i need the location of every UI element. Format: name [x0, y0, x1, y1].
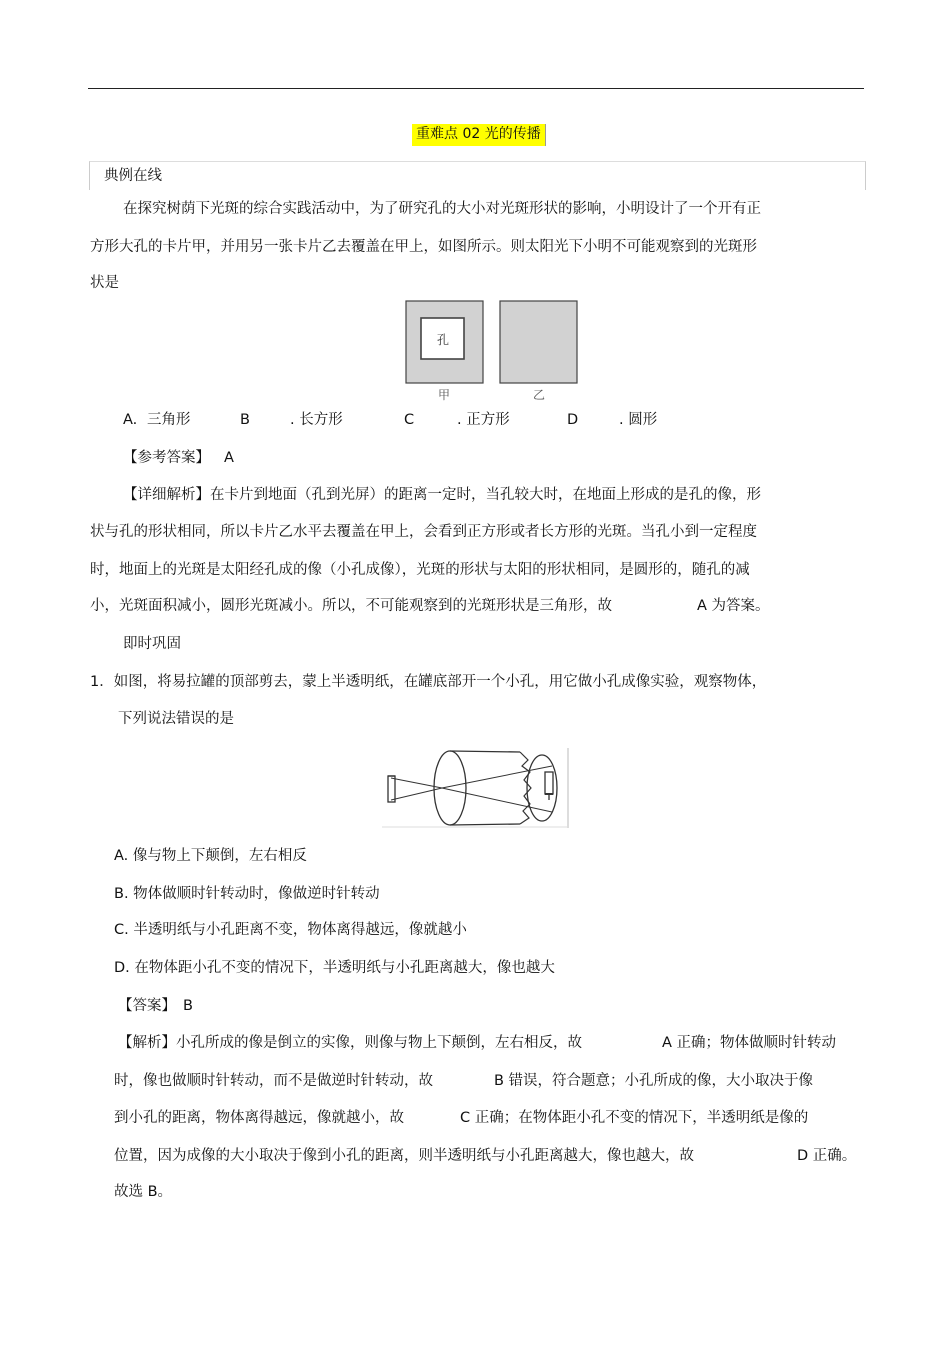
torn-edge	[520, 752, 531, 824]
analysis2-line-1a: 【解析】小孔所成的像是倒立的实像，则像与物上下颠倒，左右相反，故	[118, 1035, 582, 1051]
card-b-label: 乙	[532, 388, 546, 402]
option-b-letter: B	[240, 412, 250, 428]
question2-line-2: 下列说法错误的是	[118, 711, 234, 727]
hole-label: 孔	[436, 333, 450, 347]
option-d-text: . 圆形	[619, 412, 658, 428]
light-ray	[442, 766, 552, 788]
analysis2-line-1b: A 正确；物体做顺时针转动	[662, 1035, 837, 1051]
answer2-value: B	[183, 998, 193, 1014]
light-ray	[442, 788, 552, 812]
reference-answer-value: A	[224, 450, 234, 466]
question-line-3: 状是	[90, 275, 119, 291]
analysis2-line-5: 故选 B。	[114, 1184, 173, 1200]
inverted-image	[545, 772, 553, 794]
section-heading-practice: 即时巩固	[123, 636, 181, 652]
option-b-text: . 长方形	[290, 412, 343, 428]
question-line-2: 方形大孔的卡片甲，并用另一张卡片乙去覆盖在甲上，如图所示。则太阳光下小明不可能观察到的光斑形	[90, 239, 757, 255]
analysis2-line-2a: 时，像也做顺时针转动，而不是做逆时针转动，故	[114, 1073, 433, 1089]
option2-d: D. 在物体距小孔不变的情况下，半透明纸与小孔距离越大，像也越大	[114, 960, 555, 976]
page-title: 重难点 02 光的传播	[412, 124, 546, 146]
analysis-line-3: 时，地面上的光斑是太阳经孔成的像（小孔成像），光斑的形状与太阳的形状相同，是圆形的，随孔的减	[90, 562, 750, 578]
reference-answer-label: 【参考答案】	[123, 450, 210, 466]
option-d-letter: D	[567, 412, 579, 428]
question-line-1: 在探究树荫下光斑的综合实践活动中，为了研究孔的大小对光斑形状的影响，小明设计了一个开有正	[123, 201, 761, 217]
pinhole-camera-figure	[382, 748, 570, 828]
section-heading-example: 典例在线	[104, 168, 162, 184]
can-bottom-ellipse	[434, 751, 466, 825]
analysis2-line-3b: C 正确；在物体距小孔不变的情况下，半透明纸是像的	[460, 1110, 809, 1126]
analysis2-line-4b: D 正确。	[797, 1148, 857, 1164]
answer2-label: 【答案】	[118, 998, 176, 1014]
option-c-letter: C	[404, 412, 415, 428]
analysis-line-4b: A 为答案。	[697, 598, 770, 614]
option2-a: A. 像与物上下颠倒，左右相反	[114, 848, 307, 864]
option-a-letter: A.	[123, 412, 138, 428]
option-a-text: 三角形	[147, 412, 191, 428]
analysis-line-4a: 小，光斑面积减小，圆形光斑减小。所以，不可能观察到的光斑形状是三角形，故	[90, 598, 612, 614]
analysis2-line-4a: 位置，因为成像的大小取决于像到小孔的距离，则半透明纸与小孔距离越大，像也越大，故	[114, 1148, 694, 1164]
analysis2-line-3a: 到小孔的距离，物体离得越远，像就越小，故	[114, 1110, 404, 1126]
analysis-line-2: 状与孔的形状相同，所以卡片乙水平去覆盖在甲上，会看到正方形或者长方形的光斑。当孔小到一定程度	[90, 524, 757, 540]
card-figure	[400, 298, 585, 406]
option2-c: C. 半透明纸与小孔距离不变，物体离得越远，像就越小	[114, 922, 467, 938]
analysis2-line-2b: B 错误，符合题意；小孔所成的像，大小取决于像	[494, 1073, 814, 1089]
question2-line-1: 1．如图，将易拉罐的顶部剪去，蒙上半透明纸，在罐底部开一个小孔，用它做小孔成像实验，观察物体，	[90, 674, 767, 690]
analysis-line-1: 【详细解析】在卡片到地面（孔到光屏）的距离一定时，当孔较大时，在地面上形成的是孔的像，形	[123, 487, 761, 503]
option2-b: B. 物体做顺时针转动时，像做逆时针转动	[114, 886, 380, 902]
candle-object	[388, 776, 395, 802]
card-b	[500, 301, 577, 383]
header-rule	[88, 88, 864, 89]
example-section-box	[89, 161, 866, 190]
option-c-text: . 正方形	[457, 412, 510, 428]
card-a-label: 甲	[437, 388, 451, 402]
